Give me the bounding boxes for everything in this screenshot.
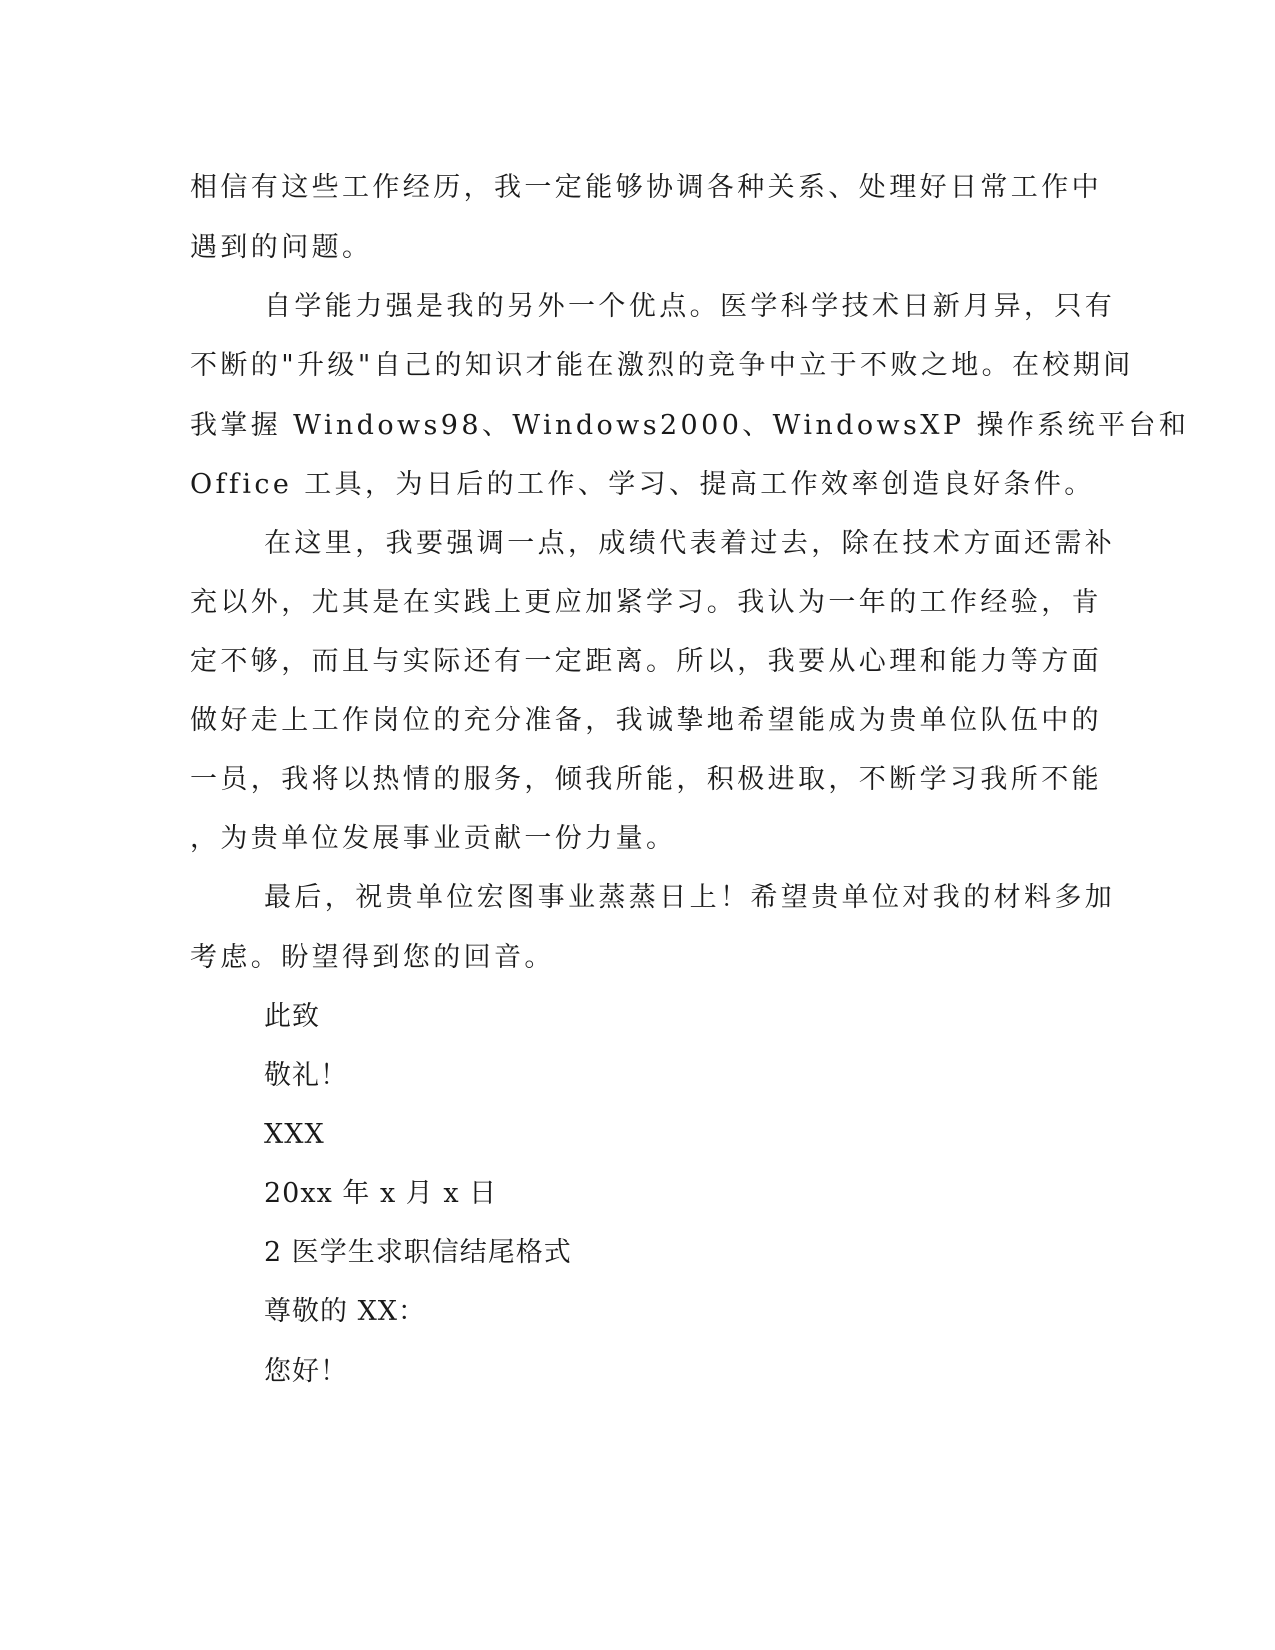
- greeting-line: 尊敬的 XX：: [264, 1296, 427, 1327]
- paragraph-line: ，为贵单位发展事业贡献一份力量。: [190, 823, 677, 854]
- paragraph-line: 一员，我将以热情的服务，倾我所能，积极进取，不断学习我所不能: [190, 764, 1102, 795]
- greeting-line: 您好！: [264, 1356, 348, 1387]
- signature-date: 20xx 年 x 月 x 日: [264, 1178, 498, 1209]
- closing-regards: 敬礼！: [264, 1060, 348, 1091]
- paragraph-line: 最后，祝贵单位宏图事业蒸蒸日上！希望贵单位对我的材料多加: [264, 882, 1116, 913]
- signature-name: XXX: [264, 1119, 325, 1150]
- paragraph-line: 我掌握 Windows98、Windows2000、WindowsXP 操作系统平台和: [190, 410, 1190, 441]
- paragraph-line: 自学能力强是我的另外一个优点。医学科学技术日新月异，只有: [264, 291, 1116, 322]
- paragraph-line: 相信有这些工作经历，我一定能够协调各种关系、处理好日常工作中: [190, 172, 1102, 203]
- paragraph-line: 不断的"升级"自己的知识才能在激烈的竞争中立于不败之地。在校期间: [190, 350, 1134, 381]
- paragraph-line: 做好走上工作岗位的充分准备，我诚挚地希望能成为贵单位队伍中的: [190, 705, 1102, 736]
- paragraph-line: 在这里，我要强调一点，成绩代表着过去，除在技术方面还需补: [264, 528, 1116, 559]
- section-heading: 2 医学生求职信结尾格式: [264, 1237, 572, 1268]
- closing-salutation: 此致: [264, 1001, 320, 1032]
- paragraph-line: Office 工具，为日后的工作、学习、提高工作效率创造良好条件。: [190, 469, 1095, 500]
- paragraph-line: 考虑。盼望得到您的回音。: [190, 942, 555, 973]
- paragraph-line: 充以外，尤其是在实践上更应加紧学习。我认为一年的工作经验，肯: [190, 587, 1102, 618]
- paragraph-line: 定不够，而且与实际还有一定距离。所以，我要从心理和能力等方面: [190, 646, 1102, 677]
- paragraph-line: 遇到的问题。: [190, 232, 373, 263]
